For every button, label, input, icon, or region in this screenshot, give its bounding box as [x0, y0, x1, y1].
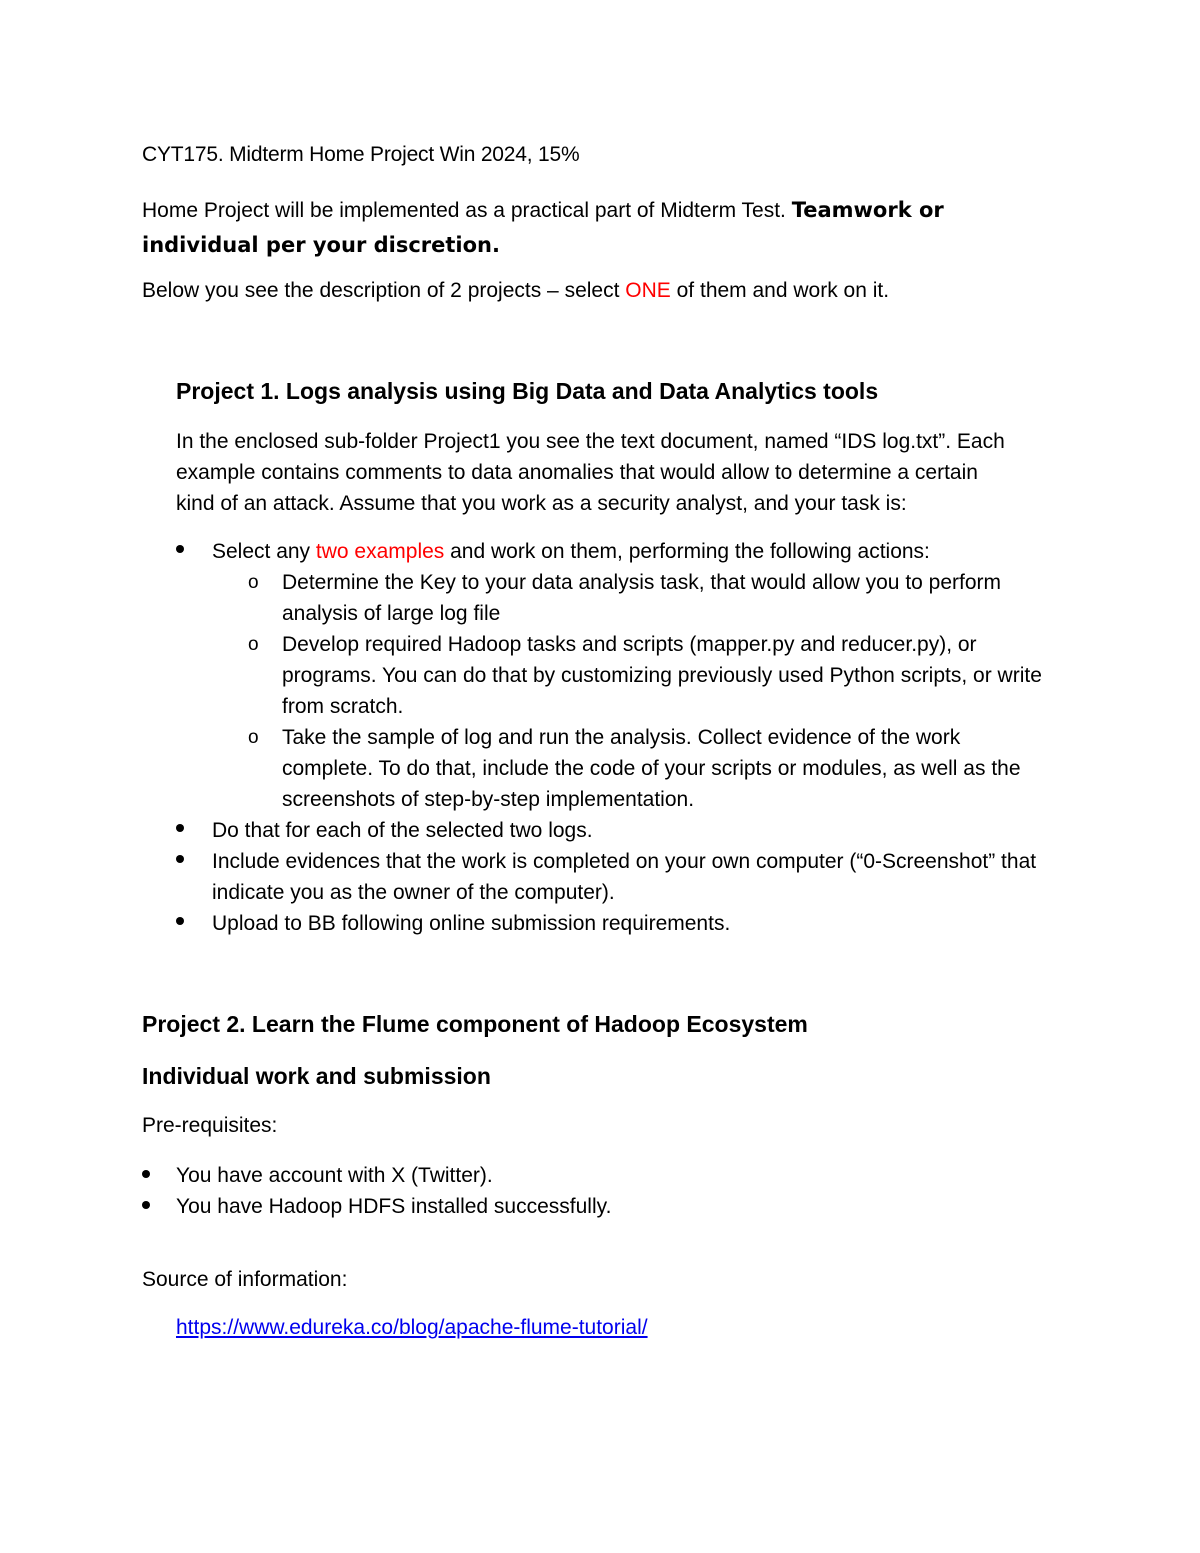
sub-bullet-text: Take the sample of log and run the analysis. Collect evidence of the work complete. To do that, include the code of your scripts or modules, as well as the screenshots of step-by-step implementation.: [282, 726, 1021, 811]
circle-bullet-icon: o: [248, 727, 259, 748]
list-item: [176, 815, 1056, 846]
prerequisite-text: You have Hadoop HDFS installed successfully.: [176, 1195, 612, 1218]
project2-subheading: Individual work and submission: [142, 1063, 491, 1089]
bullet-text: Upload to BB following online submission requirements.: [212, 912, 731, 935]
bullet-icon: [176, 545, 184, 553]
prerequisites-label: Pre-requisites:: [142, 1114, 278, 1137]
bullet-icon: [176, 855, 184, 863]
list-item: [176, 536, 1056, 815]
bullet-icon: [176, 917, 184, 925]
project1-task-list: [176, 536, 1056, 939]
bullet-text-before: Select any: [212, 540, 316, 563]
project1-description-line: kind of an attack. Assume that you work as a security analyst, and your task is:: [176, 492, 907, 515]
intro-bold-text: Teamwork or individual per your discretion.: [142, 198, 944, 257]
bullet-icon: [176, 824, 184, 832]
list-item: [176, 908, 1056, 939]
list-item: [142, 1160, 611, 1191]
project1-description-line: example contains comments to data anomalies that would allow to determine a certain: [176, 461, 978, 484]
sub-bullet-text: Develop required Hadoop tasks and scripts (mapper.py and reducer.py), or programs. You can do that by customizing previously used Python scripts, or write from scratch.: [282, 633, 1042, 718]
intro-text: Home Project will be implemented as a practical part of Midterm Test.: [142, 199, 792, 222]
prerequisite-text: You have account with X (Twitter).: [176, 1164, 493, 1187]
select-instruction: [142, 279, 889, 303]
bullet-icon: [142, 1170, 150, 1178]
project2-heading: Project 2. Learn the Flume component of Hadoop Ecosystem: [142, 1011, 808, 1037]
project1-heading: Project 1. Logs analysis using Big Data and Data Analytics tools: [176, 378, 879, 404]
project1-description: [176, 426, 1056, 519]
circle-bullet-icon: o: [248, 572, 259, 593]
prerequisites-list: [142, 1160, 611, 1222]
list-item: [176, 846, 1056, 908]
bullet-text: Do that for each of the selected two logs.: [212, 819, 593, 842]
project1-description-line: In the enclosed sub-folder Project1 you see the text document, named “IDS log.txt”. Each: [176, 430, 1005, 453]
sub-bullet-text: Determine the Key to your data analysis task, that would allow you to perform analysis of large log file: [282, 571, 1002, 625]
intro-paragraph: [142, 193, 1042, 263]
bullet-icon: [142, 1201, 150, 1209]
bullet-text-after: and work on them, performing the following actions:: [444, 540, 930, 563]
source-label: Source of information:: [142, 1268, 348, 1291]
bullet-text: Include evidences that the work is completed on your own computer (“0-Screenshot” that indicate you as the owner of the computer).: [212, 850, 1037, 904]
select-highlight: ONE: [625, 279, 671, 302]
select-text-before: Below you see the description of 2 projects – select: [142, 279, 626, 302]
list-item: [212, 567, 1056, 629]
source-link[interactable]: https://www.edureka.co/blog/apache-flume-tutorial/: [176, 1316, 648, 1339]
document-title: CYT175. Midterm Home Project Win 2024, 15%: [142, 143, 580, 166]
circle-bullet-icon: o: [248, 634, 259, 655]
project1-subtask-list: [212, 567, 1056, 815]
list-item: [142, 1191, 611, 1222]
list-item: [212, 722, 1056, 815]
bullet-highlight: two examples: [315, 540, 445, 563]
select-text-after: of them and work on it.: [670, 279, 890, 302]
list-item: [212, 629, 1056, 722]
